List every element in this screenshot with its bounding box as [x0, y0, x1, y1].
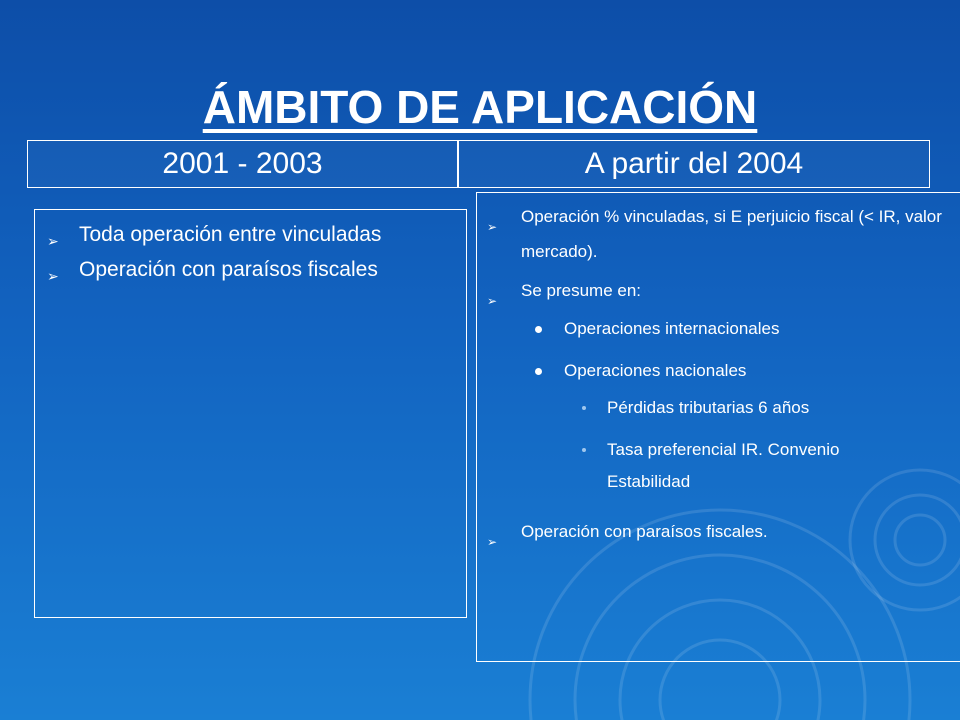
right-subsub-item [477, 434, 960, 498]
right-item-text: Se presume en: [521, 281, 642, 300]
right-list-item [477, 514, 960, 549]
arrow-bullet-icon: ➢ [487, 220, 498, 234]
left-item-text: Operación con paraísos fiscales [79, 258, 378, 281]
dot-bullet-icon [535, 326, 542, 333]
left-list-item [35, 255, 466, 284]
right-item-text: Operación % vinculadas, si E perjuicio fiscal (< IR, valor mercado). [521, 207, 942, 261]
header-from-2004 [458, 140, 930, 188]
arrow-bullet-icon: ➢ [487, 535, 498, 549]
arrow-bullet-icon: ➢ [47, 233, 59, 249]
right-item-text: Operación con paraísos fiscales. [521, 522, 768, 541]
header-2001-2003 [27, 140, 458, 188]
right-sub-item [477, 308, 960, 350]
right-sub-item [477, 350, 960, 392]
sub-item-text: Operaciones nacionales [564, 361, 747, 380]
arrow-bullet-icon: ➢ [487, 294, 498, 308]
small-dot-bullet-icon [582, 448, 586, 452]
sub-item-text: Operaciones internacionales [564, 319, 780, 338]
header-2001-2003-label: 2001 - 2003 [162, 147, 323, 180]
left-item-text: Toda operación entre vinculadas [79, 223, 382, 246]
left-panel [34, 209, 467, 618]
subsub-item-text: Tasa preferencial IR. Convenio Estabilidad [607, 440, 840, 491]
arrow-bullet-icon: ➢ [47, 268, 59, 284]
right-list-item [477, 199, 960, 269]
header-from-2004-label: A partir del 2004 [584, 147, 804, 180]
subsub-item-text: Pérdidas tributarias 6 años [607, 398, 810, 417]
right-list-item [477, 273, 960, 308]
dot-bullet-icon [535, 368, 542, 375]
slide-title: ÁMBITO DE APLICACIÓN [202, 81, 758, 133]
left-list-item [35, 220, 466, 249]
right-panel [476, 192, 960, 662]
small-dot-bullet-icon [582, 406, 586, 410]
right-subsub-item [477, 392, 960, 424]
